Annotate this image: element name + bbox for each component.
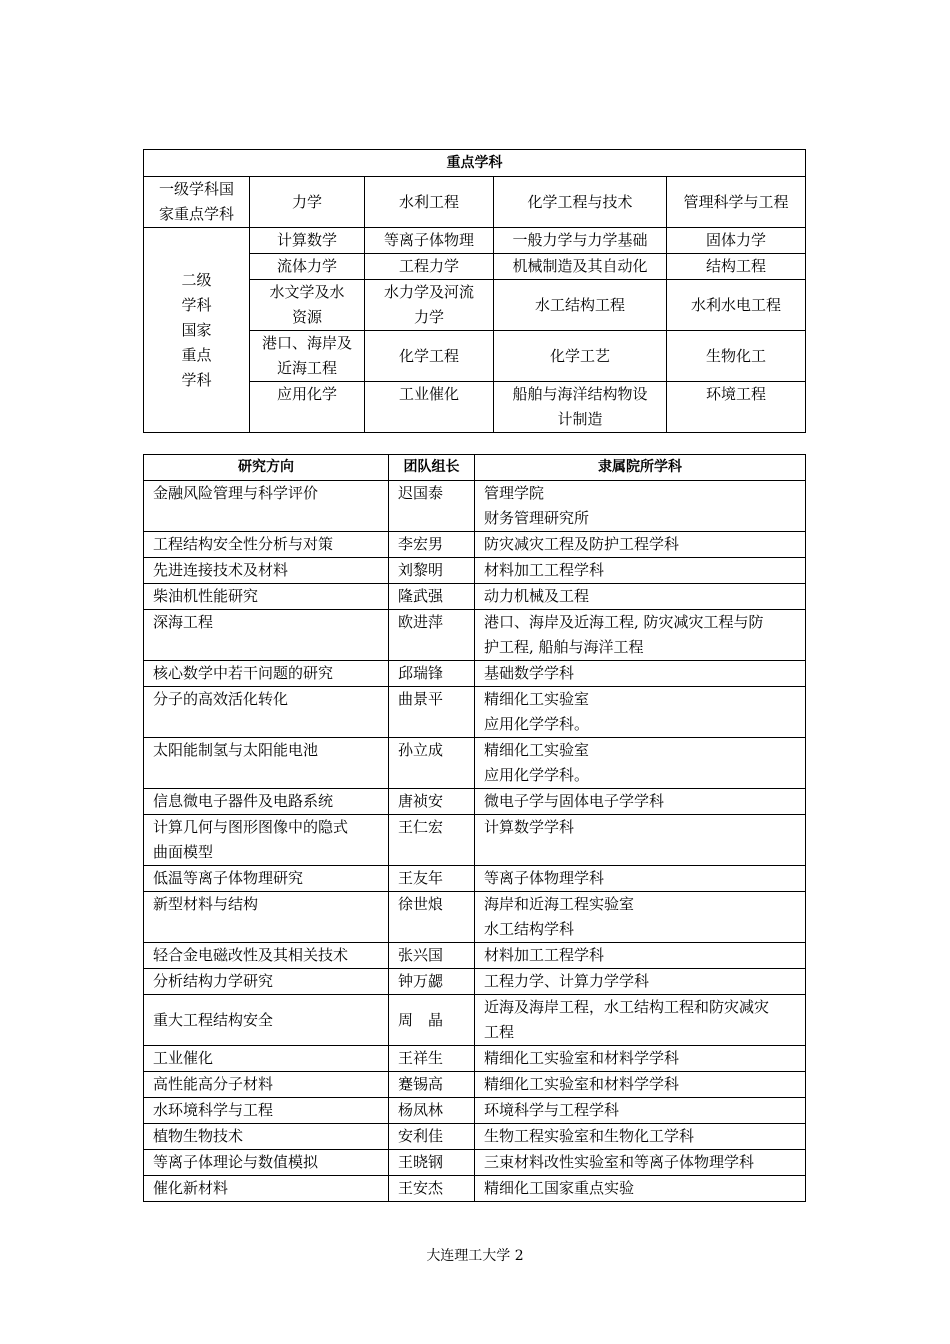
research-teams-table bbox=[143, 454, 806, 1202]
research-direction-line: 工业催化 bbox=[153, 1049, 214, 1067]
research-direction-line: 金融风险管理与科学评价 bbox=[153, 484, 319, 502]
team-leader: 刘黎明 bbox=[389, 558, 475, 584]
header-unit: 隶属院所学科 bbox=[475, 455, 806, 481]
research-direction-line: 工程结构安全性分析与对策 bbox=[153, 535, 334, 553]
research-direction-line: 分子的高效活化转化 bbox=[153, 690, 289, 708]
affiliated-unit bbox=[475, 1150, 806, 1176]
research-direction bbox=[144, 532, 389, 558]
table-header-row bbox=[144, 455, 806, 481]
table-row bbox=[144, 1124, 806, 1150]
research-direction-line: 等离子体理论与数值模拟 bbox=[153, 1153, 319, 1171]
affiliated-unit-line: 动力机械及工程 bbox=[484, 587, 590, 605]
second-level-discipline bbox=[365, 280, 494, 331]
second-level-discipline bbox=[250, 228, 365, 254]
affiliated-unit-line: 财务管理研究所 bbox=[484, 509, 590, 527]
table-row bbox=[144, 943, 806, 969]
affiliated-unit-line: 微电子学与固体电子学学科 bbox=[484, 792, 665, 810]
second-level-discipline bbox=[365, 382, 494, 433]
second-level-label-line: 学科 bbox=[181, 295, 212, 314]
header-direction: 研究方向 bbox=[144, 455, 389, 481]
table-row bbox=[144, 532, 806, 558]
table-row bbox=[144, 687, 806, 738]
second-level-label-line: 重点 bbox=[181, 345, 212, 364]
team-leader: 隆武强 bbox=[389, 584, 475, 610]
research-direction bbox=[144, 687, 389, 738]
second-level-discipline-line: 固体力学 bbox=[706, 231, 767, 249]
affiliated-unit-line: 精细化工国家重点实验 bbox=[484, 1179, 635, 1197]
second-level-discipline bbox=[365, 228, 494, 254]
affiliated-unit-line: 应用化学学科。 bbox=[484, 766, 590, 784]
table-row bbox=[144, 995, 806, 1046]
affiliated-unit-line: 计算数学学科 bbox=[484, 818, 575, 836]
team-leader: 曲景平 bbox=[389, 687, 475, 738]
second-level-discipline-line: 生物化工 bbox=[706, 346, 767, 365]
team-leader: 王仁宏 bbox=[389, 815, 475, 866]
table-row bbox=[144, 738, 806, 789]
research-direction bbox=[144, 1176, 389, 1202]
affiliated-unit-line: 材料加工工程学科 bbox=[484, 946, 605, 964]
table-row bbox=[144, 1098, 806, 1124]
table-row bbox=[144, 866, 806, 892]
second-level-discipline bbox=[250, 280, 365, 331]
second-level-discipline-line: 计制造 bbox=[557, 410, 603, 428]
first-level-discipline: 力学 bbox=[250, 177, 365, 228]
affiliated-unit bbox=[475, 687, 806, 738]
research-direction bbox=[144, 815, 389, 866]
affiliated-unit-line: 护工程, 船舶与海洋工程 bbox=[484, 638, 644, 656]
research-direction-line: 计算几何与图形图像中的隐式 bbox=[153, 818, 349, 836]
team-leader: 王安杰 bbox=[389, 1176, 475, 1202]
research-direction-line: 轻合金电磁改性及其相关技术 bbox=[153, 946, 349, 964]
research-direction-line: 催化新材料 bbox=[153, 1179, 229, 1197]
affiliated-unit bbox=[475, 943, 806, 969]
team-leader: 钟万勰 bbox=[389, 969, 475, 995]
affiliated-unit-line: 精细化工实验室 bbox=[484, 741, 590, 759]
second-level-discipline bbox=[365, 331, 494, 382]
table-title-row bbox=[144, 150, 806, 177]
second-level-discipline bbox=[667, 254, 806, 280]
second-level-discipline bbox=[667, 331, 806, 382]
research-direction-line: 新型材料与结构 bbox=[153, 895, 259, 913]
second-level-discipline bbox=[250, 331, 365, 382]
research-direction bbox=[144, 943, 389, 969]
first-level-row bbox=[144, 177, 806, 228]
key-disciplines-table bbox=[143, 149, 806, 433]
research-direction-line: 分析结构力学研究 bbox=[153, 972, 274, 990]
second-level-discipline bbox=[494, 382, 667, 433]
affiliated-unit bbox=[475, 1046, 806, 1072]
affiliated-unit-line: 港口、海岸及近海工程, 防灾减灾工程与防 bbox=[484, 613, 764, 631]
affiliated-unit-line: 工程力学、计算力学学科 bbox=[484, 972, 650, 990]
second-level-discipline-line: 流体力学 bbox=[276, 257, 337, 275]
research-direction-line: 低温等离子体物理研究 bbox=[153, 869, 304, 887]
second-level-row bbox=[144, 228, 806, 254]
research-direction bbox=[144, 1150, 389, 1176]
first-level-discipline: 管理科学与工程 bbox=[667, 177, 806, 228]
second-level-discipline bbox=[494, 280, 667, 331]
second-level-discipline bbox=[667, 382, 806, 433]
research-direction-line: 植物生物技术 bbox=[153, 1127, 244, 1145]
table-row bbox=[144, 584, 806, 610]
second-level-discipline bbox=[494, 228, 667, 254]
second-level-discipline bbox=[494, 331, 667, 382]
research-direction bbox=[144, 1098, 389, 1124]
second-level-discipline-line: 水利水电工程 bbox=[691, 295, 782, 314]
first-level-label-line: 一级学科国 bbox=[158, 180, 234, 198]
affiliated-unit bbox=[475, 610, 806, 661]
team-leader: 邱瑞锋 bbox=[389, 661, 475, 687]
table-row bbox=[144, 969, 806, 995]
second-level-discipline-line: 等离子体物理 bbox=[383, 231, 474, 249]
affiliated-unit-line: 防灾减灾工程及防护工程学科 bbox=[484, 535, 680, 553]
second-level-discipline-line: 化学工艺 bbox=[549, 346, 610, 365]
table-row bbox=[144, 1176, 806, 1202]
affiliated-unit bbox=[475, 995, 806, 1046]
team-leader: 迟国泰 bbox=[389, 481, 475, 532]
team-leader: 李宏男 bbox=[389, 532, 475, 558]
affiliated-unit-line: 应用化学学科。 bbox=[484, 715, 590, 733]
research-direction bbox=[144, 1072, 389, 1098]
affiliated-unit bbox=[475, 738, 806, 789]
affiliated-unit-line: 工程 bbox=[484, 1023, 515, 1041]
team-leader: 唐祯安 bbox=[389, 789, 475, 815]
second-level-discipline bbox=[365, 254, 494, 280]
table-row bbox=[144, 481, 806, 532]
research-direction-line: 高性能高分子材料 bbox=[153, 1075, 274, 1093]
affiliated-unit bbox=[475, 892, 806, 943]
affiliated-unit bbox=[475, 1098, 806, 1124]
research-direction-line: 核心数学中若干问题的研究 bbox=[153, 664, 334, 682]
second-level-discipline bbox=[250, 254, 365, 280]
affiliated-unit-line: 精细化工实验室和材料学学科 bbox=[484, 1075, 680, 1093]
affiliated-unit-line: 基础数学学科 bbox=[484, 664, 575, 682]
team-leader: 周 晶 bbox=[389, 995, 475, 1046]
team-leader: 王友年 bbox=[389, 866, 475, 892]
header-leader: 团队组长 bbox=[389, 455, 475, 481]
second-level-label-line: 二级 bbox=[181, 270, 212, 289]
second-level-discipline bbox=[494, 254, 667, 280]
research-direction bbox=[144, 610, 389, 661]
team-leader: 张兴国 bbox=[389, 943, 475, 969]
second-level-discipline-line: 近海工程 bbox=[276, 359, 337, 377]
team-leader: 欧进萍 bbox=[389, 610, 475, 661]
table-row bbox=[144, 558, 806, 584]
affiliated-unit bbox=[475, 584, 806, 610]
first-level-label-line: 家重点学科 bbox=[158, 205, 234, 223]
affiliated-unit-line: 海岸和近海工程实验室 bbox=[484, 895, 635, 913]
second-level-discipline-line: 资源 bbox=[291, 308, 322, 326]
second-level-discipline-line: 化学工程 bbox=[398, 346, 459, 365]
team-leader: 杨凤林 bbox=[389, 1098, 475, 1124]
first-level-discipline: 化学工程与技术 bbox=[494, 177, 667, 228]
affiliated-unit bbox=[475, 969, 806, 995]
second-level-discipline-line: 水文学及水 bbox=[269, 283, 345, 301]
research-direction bbox=[144, 866, 389, 892]
affiliated-unit bbox=[475, 1124, 806, 1150]
affiliated-unit bbox=[475, 1176, 806, 1202]
first-level-label bbox=[144, 177, 250, 228]
affiliated-unit bbox=[475, 1072, 806, 1098]
research-direction bbox=[144, 738, 389, 789]
research-direction bbox=[144, 892, 389, 943]
table-row bbox=[144, 1046, 806, 1072]
team-leader: 王祥生 bbox=[389, 1046, 475, 1072]
affiliated-unit-line: 材料加工工程学科 bbox=[484, 561, 605, 579]
affiliated-unit-line: 等离子体物理学科 bbox=[484, 869, 605, 887]
affiliated-unit-line: 生物工程实验室和生物化工学科 bbox=[484, 1127, 695, 1145]
team-leader: 孙立成 bbox=[389, 738, 475, 789]
affiliated-unit bbox=[475, 789, 806, 815]
second-level-discipline-line: 一般力学与力学基础 bbox=[512, 231, 648, 249]
affiliated-unit bbox=[475, 661, 806, 687]
affiliated-unit bbox=[475, 532, 806, 558]
research-direction bbox=[144, 661, 389, 687]
second-level-discipline-line: 力学 bbox=[413, 308, 444, 326]
team-leader: 王晓钢 bbox=[389, 1150, 475, 1176]
second-level-discipline-line: 结构工程 bbox=[706, 257, 767, 275]
table-row bbox=[144, 815, 806, 866]
research-direction-line: 柴油机性能研究 bbox=[153, 587, 259, 605]
research-direction bbox=[144, 481, 389, 532]
second-level-discipline-line: 港口、海岸及 bbox=[261, 334, 352, 352]
table-row bbox=[144, 1150, 806, 1176]
table-row bbox=[144, 610, 806, 661]
table-row bbox=[144, 661, 806, 687]
team-leader: 安利佳 bbox=[389, 1124, 475, 1150]
affiliated-unit-line: 三束材料改性实验室和等离子体物理学科 bbox=[484, 1153, 755, 1171]
research-direction-line: 太阳能制氢与太阳能电池 bbox=[153, 741, 319, 759]
research-direction-line: 曲面模型 bbox=[153, 843, 214, 861]
affiliated-unit-line: 环境科学与工程学科 bbox=[484, 1101, 620, 1119]
second-level-discipline-line: 机械制造及其自动化 bbox=[512, 257, 648, 275]
second-level-discipline-line: 计算数学 bbox=[276, 231, 337, 249]
second-level-discipline-line: 船舶与海洋结构物设 bbox=[512, 385, 648, 403]
second-level-discipline-line: 水力学及河流 bbox=[383, 283, 474, 301]
second-level-label-line: 学科 bbox=[181, 370, 212, 389]
research-direction bbox=[144, 995, 389, 1046]
page-footer: 大连理工大学 2 bbox=[426, 1248, 524, 1264]
second-level-label-line: 国家 bbox=[181, 320, 212, 339]
research-direction-line: 深海工程 bbox=[153, 613, 214, 631]
research-direction-line: 先进连接技术及材料 bbox=[153, 561, 289, 579]
research-direction-line: 重大工程结构安全 bbox=[153, 1010, 274, 1029]
research-direction bbox=[144, 584, 389, 610]
second-level-discipline-line: 工业催化 bbox=[398, 385, 459, 403]
affiliated-unit-line: 管理学院 bbox=[484, 484, 545, 502]
affiliated-unit bbox=[475, 866, 806, 892]
research-direction bbox=[144, 789, 389, 815]
affiliated-unit-line: 水工结构学科 bbox=[484, 920, 575, 938]
second-level-discipline bbox=[250, 382, 365, 433]
affiliated-unit-line: 精细化工实验室和材料学学科 bbox=[484, 1049, 680, 1067]
second-level-discipline-line: 工程力学 bbox=[398, 257, 459, 275]
research-direction-line: 信息微电子器件及电路系统 bbox=[153, 792, 334, 810]
table-row bbox=[144, 789, 806, 815]
table-row bbox=[144, 892, 806, 943]
research-direction bbox=[144, 1046, 389, 1072]
second-level-discipline bbox=[667, 280, 806, 331]
team-leader: 徐世烺 bbox=[389, 892, 475, 943]
affiliated-unit-line: 近海及海岸工程，水工结构工程和防灾减灾 bbox=[484, 998, 770, 1016]
affiliated-unit bbox=[475, 815, 806, 866]
table-title: 重点学科 bbox=[144, 150, 806, 177]
research-direction bbox=[144, 558, 389, 584]
second-level-discipline bbox=[667, 228, 806, 254]
research-direction bbox=[144, 969, 389, 995]
first-level-discipline: 水利工程 bbox=[365, 177, 494, 228]
second-level-discipline-line: 水工结构工程 bbox=[534, 295, 625, 314]
team-leader: 蹇锡高 bbox=[389, 1072, 475, 1098]
research-direction bbox=[144, 1124, 389, 1150]
affiliated-unit-line: 精细化工实验室 bbox=[484, 690, 590, 708]
second-level-discipline-line: 环境工程 bbox=[706, 385, 767, 403]
affiliated-unit bbox=[475, 558, 806, 584]
affiliated-unit bbox=[475, 481, 806, 532]
second-level-label bbox=[144, 228, 250, 433]
second-level-discipline-line: 应用化学 bbox=[276, 385, 337, 403]
table-row bbox=[144, 1072, 806, 1098]
research-direction-line: 水环境科学与工程 bbox=[153, 1101, 274, 1119]
